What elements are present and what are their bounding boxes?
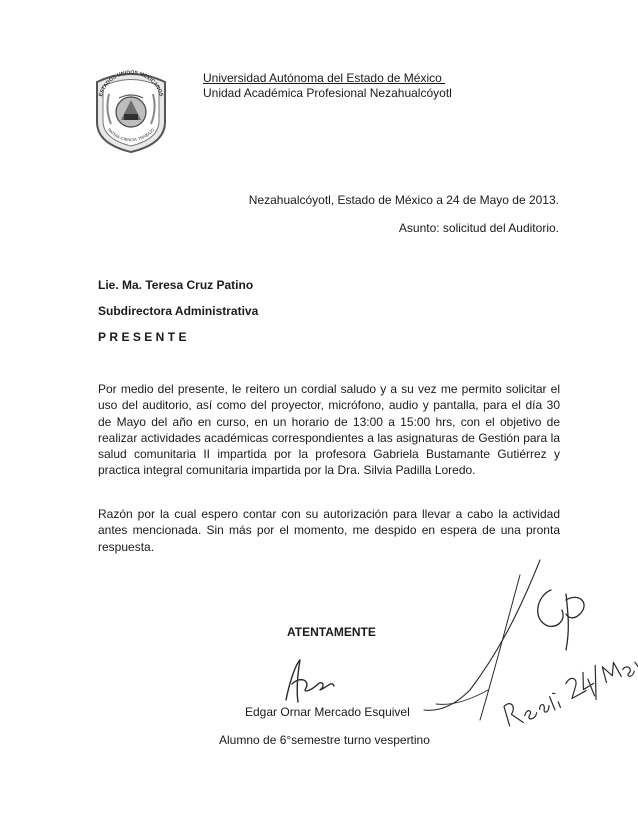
academic-unit-name: Unidad Académica Profesional Nezahualcóyotl [203,86,452,100]
received-signature-stroke [424,560,540,710]
body-paragraph-1: Por medio del presente, le reitero un cordial saludo y a su vez me permito solicitar el uso del auditorio, así como del proyector, micrófono, audio y pantalla, para el día 30 de Mayo del año en curso, en un horario de 13:00 a 15:00 hrs, con el objetivo de realizar actividades académicas correspondientes a las asignaturas de Gestión para la salud comunitaria II impartida por la profesora Gabriela Bustamante Gutiérrez y practica integral comunitaria impartida por la Dra. Silvia Padilla Loredo. [98,382,560,478]
svg-text:PATRIA·CIENCIA·TRABAJO: PATRIA·CIENCIA·TRABAJO [106,127,156,143]
student-semester: Alumno de 6°semestre turno vespertino [219,733,430,747]
subject-line: Asunto: solicitud del Auditorio. [398,221,559,235]
student-name: Edgar Ornar Mercado Esquivel [245,705,410,719]
date-line: Nezahualcóyotl, Estado de México a 24 de Mayo de 2013. [248,193,559,207]
university-seal [91,64,171,154]
university-name: Universidad Autónoma del Estado de México [203,71,446,85]
recipient-name: Lie. Ma. Teresa Cruz Patino [98,278,254,292]
received-initials [538,590,584,650]
valediction: ATENTAMENTE [287,625,376,639]
body-paragraph-2: Razón por la cual espero contar con su autorización para llevar a cabo la actividad antes mencionada. Sin más por el momento, me despido en espera de una pronta respuesta. [98,507,560,554]
letterhead [203,71,452,101]
svg-text:ESTADOS UNIDOS MEXICANOS: ESTADOS UNIDOS MEXICANOS [98,69,164,98]
recipient-title: Subdirectora Administrativa [98,304,259,318]
student-signature [286,660,334,702]
received-date-handwriting [501,628,638,733]
salutation: PRESENTE [98,330,190,344]
